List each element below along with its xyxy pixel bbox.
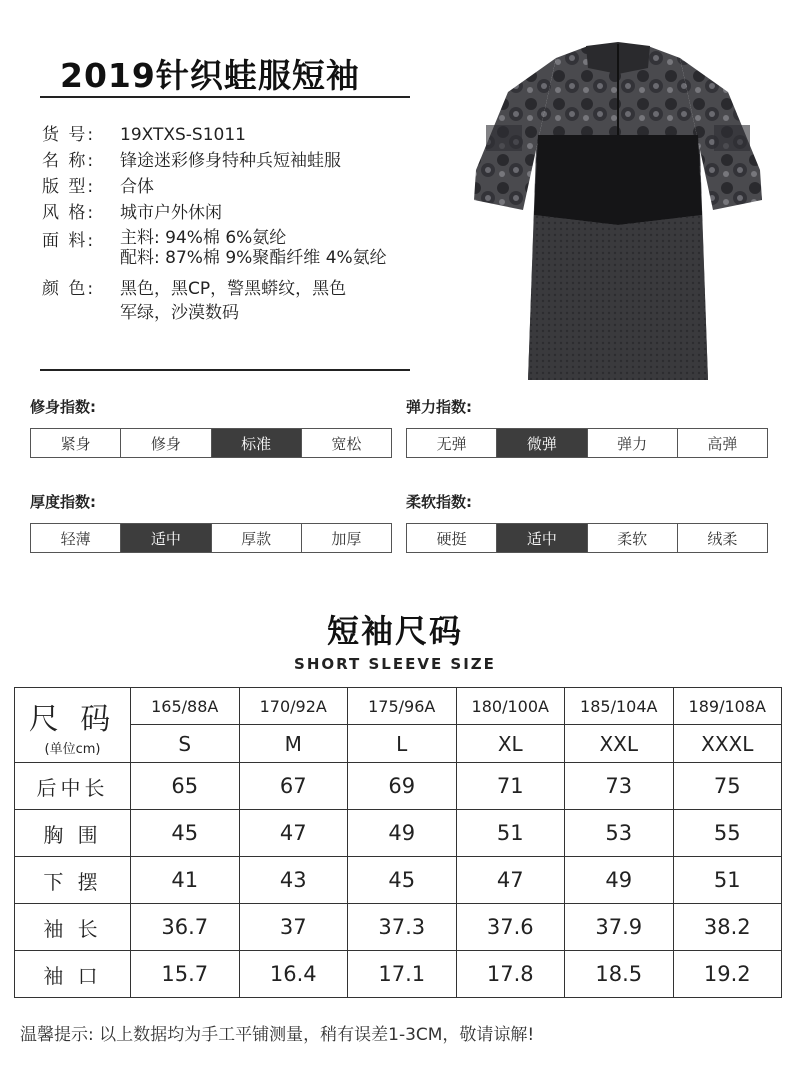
spec-divider bbox=[40, 369, 410, 371]
value-cell: 19.2 bbox=[673, 951, 782, 998]
table-row bbox=[15, 725, 782, 763]
value-cell: 65 bbox=[131, 763, 240, 810]
table-row bbox=[15, 857, 782, 904]
value-cell: 37 bbox=[239, 904, 348, 951]
value-cell: 16.4 bbox=[239, 951, 348, 998]
fit-option-selected: 标准 bbox=[212, 429, 302, 457]
spec-row-fabric bbox=[42, 228, 462, 268]
spec-cell: 165/88A bbox=[131, 688, 240, 725]
value-cell: 43 bbox=[239, 857, 348, 904]
spec-value: 城市户外休闲 bbox=[120, 203, 222, 223]
size-chart-title: 短袖尺码 bbox=[326, 612, 463, 650]
table-row bbox=[15, 810, 782, 857]
value-cell: 67 bbox=[239, 763, 348, 810]
value-cell: 37.3 bbox=[348, 904, 457, 951]
softness-option: 柔软 bbox=[588, 524, 678, 552]
spec-label: 风 格: bbox=[42, 203, 96, 223]
elasticity-index-title: 弹力指数: bbox=[406, 398, 472, 416]
size-header-cell bbox=[15, 688, 131, 763]
value-cell: 41 bbox=[131, 857, 240, 904]
title-divider bbox=[40, 96, 410, 98]
elasticity-option: 高弹 bbox=[707, 434, 738, 453]
size-cell: XL bbox=[456, 725, 565, 763]
value-cell: 55 bbox=[673, 810, 782, 857]
size-cell: S bbox=[131, 725, 240, 763]
spec-cell: 175/96A bbox=[348, 688, 457, 725]
value-cell: 18.5 bbox=[565, 951, 674, 998]
value-cell: 53 bbox=[565, 810, 674, 857]
row-label: 袖 长 bbox=[15, 904, 131, 951]
thickness-index-bar bbox=[30, 523, 392, 553]
spec-cell: 180/100A bbox=[456, 688, 565, 725]
spec-label: 名 称: bbox=[42, 151, 96, 171]
spec-row-color bbox=[42, 276, 462, 326]
fit-option: 紧身 bbox=[31, 429, 121, 457]
elasticity-option-selected: 微弹 bbox=[497, 429, 587, 457]
value-cell: 51 bbox=[673, 857, 782, 904]
elasticity-option: 弹力 bbox=[588, 429, 678, 457]
value-cell: 37.9 bbox=[565, 904, 674, 951]
product-shirt-image bbox=[468, 40, 768, 385]
spec-cell: 185/104A bbox=[565, 688, 674, 725]
spec-label: 版 型: bbox=[42, 177, 96, 197]
value-cell: 49 bbox=[565, 857, 674, 904]
value-cell: 49 bbox=[348, 810, 457, 857]
size-table bbox=[14, 687, 782, 998]
fit-index-title: 修身指数: bbox=[30, 398, 96, 416]
softness-index-title: 柔软指数: bbox=[406, 493, 472, 511]
size-cell: XXXL bbox=[673, 725, 782, 763]
value-cell: 51 bbox=[456, 810, 565, 857]
row-label: 下 摆 bbox=[15, 857, 131, 904]
softness-option: 硬挺 bbox=[407, 524, 497, 552]
value-cell: 73 bbox=[565, 763, 674, 810]
thickness-option-selected: 适中 bbox=[121, 524, 211, 552]
spec-list bbox=[42, 122, 462, 326]
size-cell: M bbox=[239, 725, 348, 763]
value-cell: 45 bbox=[131, 810, 240, 857]
value-cell: 71 bbox=[456, 763, 565, 810]
spec-value: 19XTXS-S1011 bbox=[120, 125, 246, 145]
fit-option: 修身 bbox=[121, 429, 211, 457]
elasticity-index-bar bbox=[406, 428, 768, 458]
value-cell: 45 bbox=[348, 857, 457, 904]
spec-row-style bbox=[42, 200, 462, 226]
spec-value: 锋途迷彩修身特种兵短袖蛙服 bbox=[120, 151, 341, 171]
spec-label: 面 料: bbox=[42, 231, 96, 251]
table-row bbox=[15, 763, 782, 810]
thickness-index-title: 厚度指数: bbox=[30, 493, 96, 511]
spec-value: 主料: 94%棉 6%氨纶 bbox=[120, 228, 287, 248]
value-cell: 38.2 bbox=[673, 904, 782, 951]
value-cell: 75 bbox=[673, 763, 782, 810]
value-cell: 36.7 bbox=[131, 904, 240, 951]
value-cell: 47 bbox=[456, 857, 565, 904]
spec-cell: 189/108A bbox=[673, 688, 782, 725]
spec-value: 合体 bbox=[120, 177, 154, 197]
spec-label: 颜 色: bbox=[42, 279, 96, 299]
value-cell: 17.8 bbox=[456, 951, 565, 998]
thickness-option: 加厚 bbox=[331, 529, 362, 548]
value-cell: 17.1 bbox=[348, 951, 457, 998]
size-header-label: 尺 码 bbox=[28, 701, 117, 737]
fit-index-bar bbox=[30, 428, 392, 458]
spec-value: 军绿，沙漠数码 bbox=[120, 303, 239, 323]
fit-option: 宽松 bbox=[331, 434, 362, 453]
thickness-option: 厚款 bbox=[212, 524, 302, 552]
spec-label: 货 号: bbox=[42, 125, 96, 145]
size-header-unit: (单位cm) bbox=[44, 741, 101, 757]
softness-index-bar bbox=[406, 523, 768, 553]
value-cell: 47 bbox=[239, 810, 348, 857]
size-cell: L bbox=[348, 725, 457, 763]
value-cell: 69 bbox=[348, 763, 457, 810]
softness-option-selected: 适中 bbox=[497, 524, 587, 552]
row-label: 胸 围 bbox=[15, 810, 131, 857]
measurement-note: 温馨提示: 以上数据均为手工平铺测量，稍有误差1-3CM，敬请谅解! bbox=[20, 1025, 535, 1045]
spec-value: 配料: 87%棉 9%聚酯纤维 4%氨纶 bbox=[120, 248, 387, 268]
table-row bbox=[15, 951, 782, 998]
softness-option: 绒柔 bbox=[707, 529, 738, 548]
size-cell: XXL bbox=[565, 725, 674, 763]
elasticity-option: 无弹 bbox=[407, 429, 497, 457]
thickness-option: 轻薄 bbox=[31, 524, 121, 552]
spec-cell: 170/92A bbox=[239, 688, 348, 725]
spec-row-name bbox=[42, 148, 462, 174]
table-row bbox=[15, 688, 782, 725]
spec-row-item-no bbox=[42, 122, 462, 148]
table-row bbox=[15, 904, 782, 951]
spec-row-fit bbox=[42, 174, 462, 200]
row-label: 袖 口 bbox=[15, 951, 131, 998]
value-cell: 37.6 bbox=[456, 904, 565, 951]
value-cell: 15.7 bbox=[131, 951, 240, 998]
product-title: 2019针织蛙服短袖 bbox=[60, 56, 360, 95]
row-label: 后中长 bbox=[15, 763, 131, 810]
spec-value: 黑色，黑CP，警黑蟒纹，黑色 bbox=[120, 279, 347, 299]
size-chart-subtitle: SHORT SLEEVE SIZE bbox=[294, 655, 496, 673]
